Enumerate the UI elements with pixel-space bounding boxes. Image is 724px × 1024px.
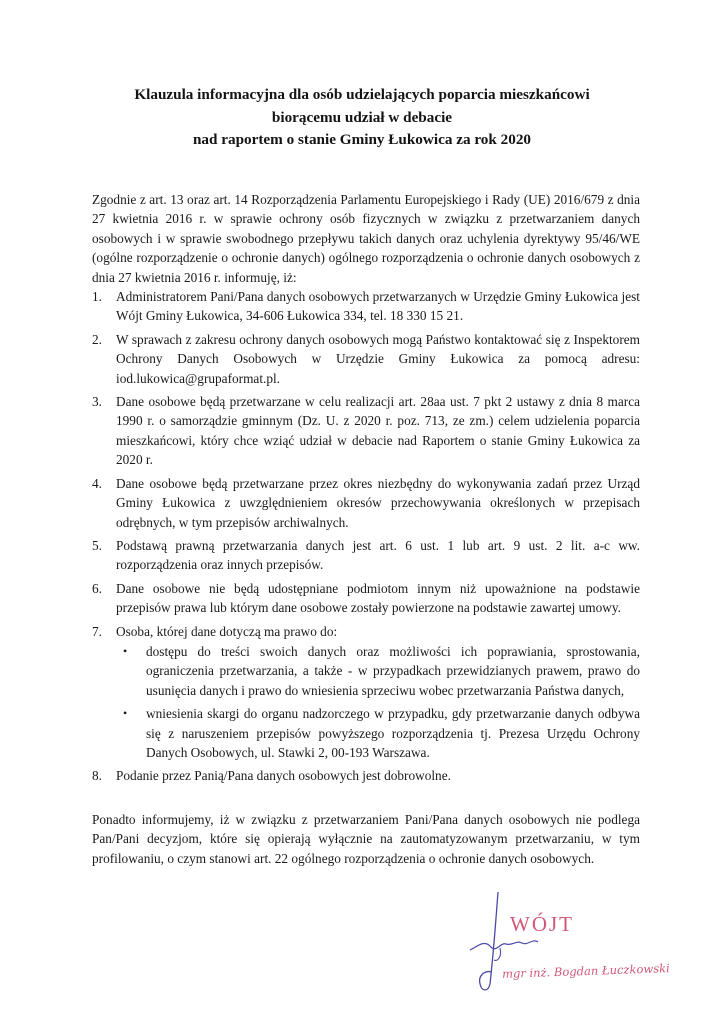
list-item: [92, 536, 640, 575]
numbered-list: [92, 287, 640, 786]
list-item: [92, 392, 640, 470]
handwritten-signature: [440, 888, 650, 998]
list-item: [92, 474, 640, 532]
item-number: 5.: [92, 537, 102, 553]
item-text: Administratorem Pani/Pana danych osobowych przetwarzanych w Urzędzie Gminy Łukowica jest Wójt Gminy Łukowica, 34-606 Łukowica 334, tel. 18 330 15 21.: [116, 289, 640, 324]
item-text: W sprawach z zakresu ochrony danych osobowych mogą Państwo kontaktować się z Inspektorem Ochrony Danych Osobowych w Urzędzie Gminy Łukowica za pomocą adresu: iod.lukowica@grupaformat.pl.: [116, 331, 640, 386]
signature-stroke: [480, 892, 498, 990]
signature-stroke: [470, 941, 538, 950]
bullet-icon: •: [123, 706, 128, 721]
item-number: 2.: [92, 331, 102, 347]
sublist-item-text: wniesienia skargi do organu nadzorczego w przypadku, gdy przetwarzanie danych odbywa się z naruszeniem przepisów powyższego rozporządzenia tj. Prezesa Urzędu Ochrony Danych Osobowych, ul. Stawki 2, 00-193 Warszawa.: [146, 706, 640, 760]
list-item: [92, 622, 640, 763]
list-item: [92, 287, 640, 326]
item-number: 7.: [92, 623, 102, 639]
item-number: 1.: [92, 289, 102, 305]
item-number: 6.: [92, 580, 102, 596]
sublist-item-text: dostępu do treści swoich danych oraz możliwości ich poprawiania, sprostowania, ograniczenia przetwarzania, a także - w przypadkach przewidzianych prawem, prawo do usunięcia danych i prawo do wniesienia sprzeciwu wobec przetwarzania Państwa danych,: [146, 643, 640, 698]
item-number: 8.: [92, 768, 102, 784]
item-text: Podanie przez Panią/Pana danych osobowych jest dobrowolne.: [116, 768, 451, 784]
title-line-1: Klauzula informacyjna dla osób udzielających poparcia mieszkańcowi: [134, 86, 590, 103]
stamp-name: mgr inż. Bogdan Łuczkowski: [501, 961, 670, 981]
sublist-item: [116, 704, 640, 762]
title-line-2: biorącemu udział w debacie: [271, 108, 453, 126]
item-text: Dane osobowe nie będą udostępniane podmiotom innym niż upoważnione na podstawie przepisów prawa lub którym dane osobowe zostały powierzone na podstawie zawartej umowy.: [116, 580, 640, 616]
item-number: 3.: [92, 394, 102, 410]
stamp-title: WÓJT: [510, 912, 574, 936]
item-text: Osoba, której dane dotyczą ma prawo do:: [116, 623, 338, 639]
signature-stroke: [494, 948, 501, 960]
rights-sublist: [116, 642, 640, 762]
title-line-3: nad raportem o stanie Gminy Łukowica za rok 2020: [192, 131, 532, 148]
bullet-icon: •: [123, 643, 128, 658]
document-body: [92, 190, 640, 868]
closing-paragraph: Ponadto informujemy, iż w związku z przetwarzaniem Pani/Pana danych osobowych nie podlega Pan/Pani decyzjom, które się opierają wyłącznie na zautomatyzowanym przetwarzaniu, w tym profilowaniu, o czym stanowi art. 22 ogólnego rozporządzenia o ochronie danych osobowych.: [92, 811, 640, 866]
item-text: Dane osobowe będą przetwarzane w celu realizacji art. 28aa ust. 7 pkt 2 ustawy z dnia 8 marca 1990 r. o samorządzie gminnym (Dz. U. z 2020 r. poz. 713, ze zm.) celem udzielenia poparcia mieszkańcowi, który chce wziąć udział w debacie nad Raportem o stanie Gminy Łukowica za 2020 r.: [116, 394, 640, 468]
document-title: [92, 84, 632, 152]
sublist-item: [116, 642, 640, 700]
item-number: 4.: [92, 475, 102, 491]
list-item: [92, 330, 640, 388]
signature-block: [440, 888, 670, 998]
item-text: Dane osobowe będą przetwarzane przez okres niezbędny do wykonywania zadań przez Urząd Gminy Łukowica z uwzględnieniem okresów przechowywania określonych w przepisach odrębnych, w tym przepisów archiwalnych.: [116, 475, 640, 530]
list-item: [92, 766, 640, 785]
list-item: [92, 579, 640, 618]
intro-paragraph: Zgodnie z art. 13 oraz art. 14 Rozporządzenia Parlamentu Europejskiego i Rady (UE) 2016/679 z dnia 27 kwietnia 2016 r. w sprawie ochrony osób fizycznych w związku z przetwarzaniem danych osobowych i w sprawie swobodnego przepływu takich danych oraz uchylenia dyrektywy 95/46/WE (ogólne rozporządzenie o ochronie danych) ogólnego rozporządzenia o ochronie danych osobowych z dnia 27 kwietnia 2016 r. informuję, iż:: [92, 192, 640, 285]
item-text: Podstawą prawną przetwarzania danych jest art. 6 ust. 1 lub art. 9 ust. 2 lit. a-c ww. rozporządzenia oraz innych przepisów.: [116, 537, 640, 573]
